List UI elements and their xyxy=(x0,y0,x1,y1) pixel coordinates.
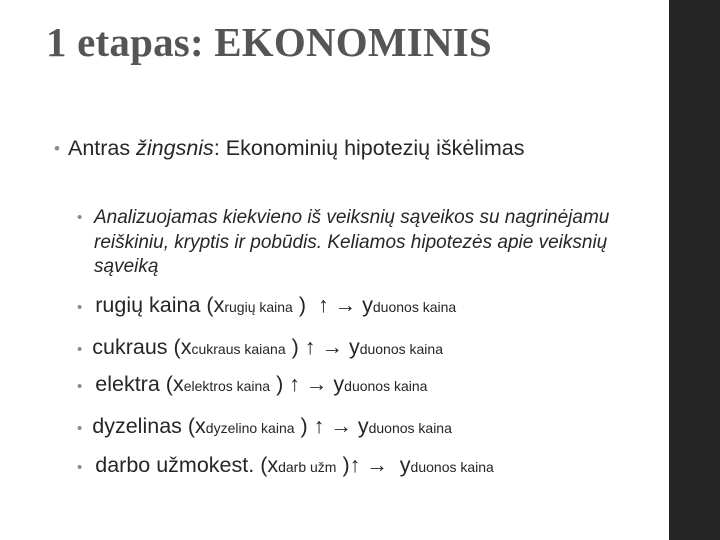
bullet-icon: • xyxy=(77,209,83,226)
level1-text: Antras žingsnis: Ekonominių hipotezių iškėlimas xyxy=(68,136,525,160)
level1-italic: žingsnis xyxy=(136,136,214,160)
factor-name: dyzelinas xyxy=(92,414,182,438)
factor-name: rugių kaina xyxy=(95,293,201,317)
slide-title: 1 etapas: EKONOMINIS xyxy=(46,19,492,65)
level2-text: Analizuojamas kiekvieno iš veiksnių sąveikos su nagrinėjamu reiškiniu, kryptis ir pobūdis. Keliamos hipotezės apie veiksnių sąveiką xyxy=(94,207,610,277)
decorative-side-bar xyxy=(669,0,720,540)
bullet-icon: • xyxy=(77,420,83,437)
factor-row: • cukraus (x cukraus kaiana ) ↑ → y duonos kaina xyxy=(77,335,443,359)
bullet-icon: • xyxy=(77,459,83,476)
bullet-icon: • xyxy=(77,341,83,358)
bullet-icon: • xyxy=(54,139,60,158)
arrow: ↑ → xyxy=(313,414,358,438)
factor-name: cukraus xyxy=(92,335,168,359)
bullet-icon: • xyxy=(77,378,83,395)
bullet-icon: • xyxy=(77,299,83,316)
factor-row: • darbo užmokest. (x darb užm ) ↑ → y duonos kaina xyxy=(77,453,494,477)
arrow: ↑ → xyxy=(349,453,394,477)
arrow: ↑ → xyxy=(289,372,334,396)
factor-name: darbo užmokest. xyxy=(95,453,255,477)
arrow: ↑ → xyxy=(317,293,363,317)
arrow: ↑ → xyxy=(304,335,349,359)
level1-bullet xyxy=(54,134,574,163)
factor-row: • elektra (x elektros kaina ) ↑ → y duonos kaina xyxy=(77,372,428,396)
factor-row: • dyzelinas (x dyzelino kaina ) ↑ → y duonos kaina xyxy=(77,414,452,438)
factor-name: elektra xyxy=(95,372,160,396)
factor-row: • rugių kaina (x rugių kaina ) ↑ → y duonos kaina xyxy=(77,293,457,317)
level2-bullet xyxy=(77,206,637,280)
